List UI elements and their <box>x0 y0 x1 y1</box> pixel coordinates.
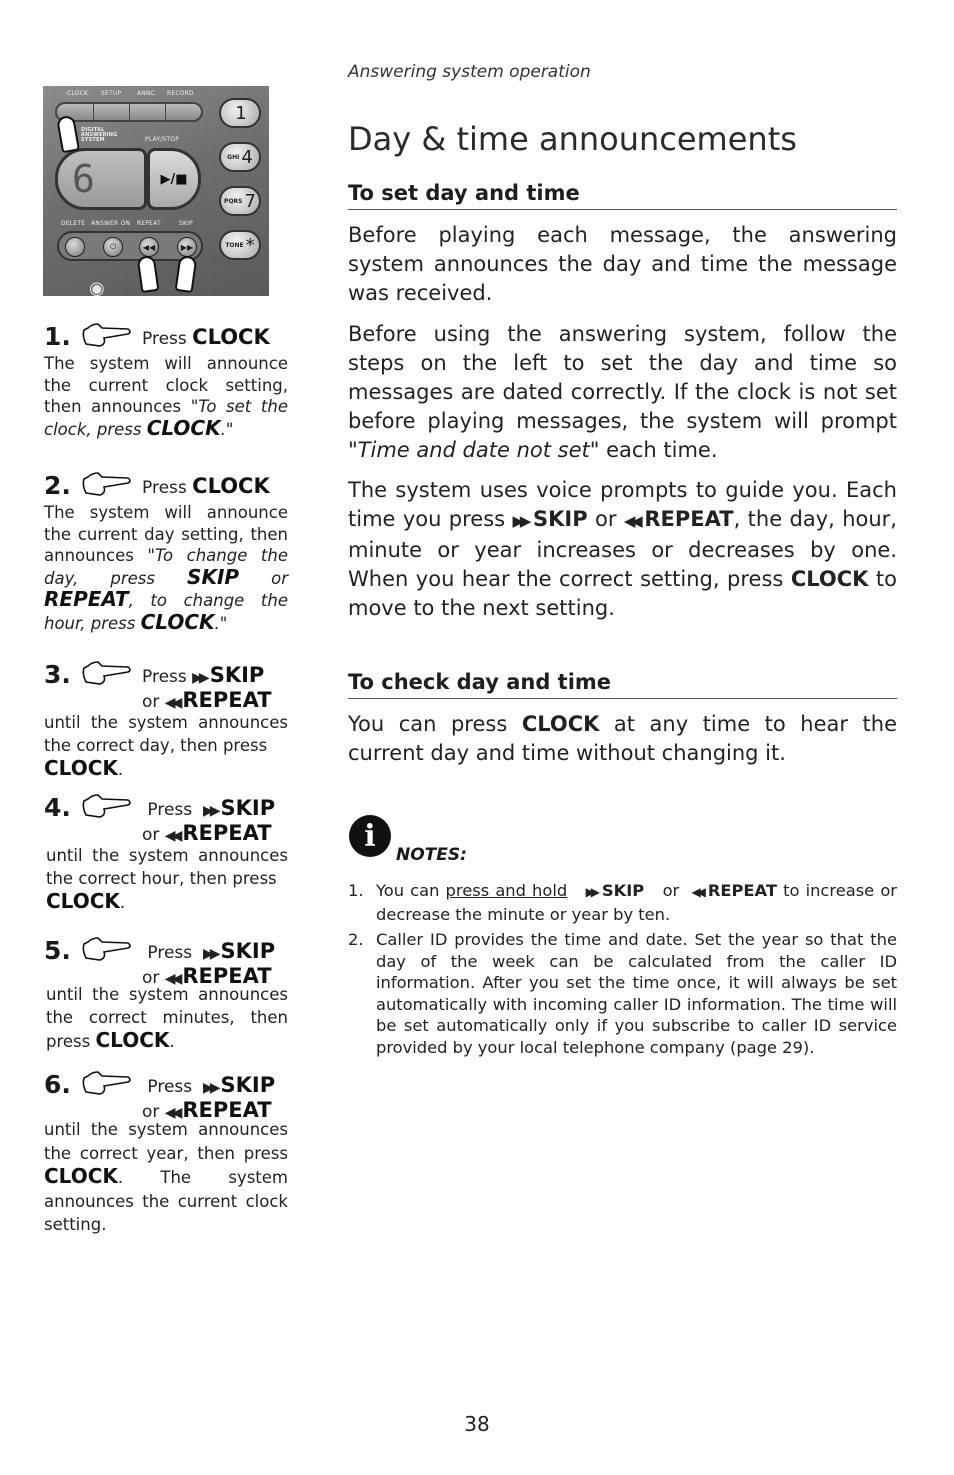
device-label-annc: ANNC. <box>137 90 158 97</box>
device-top-button-bar <box>55 102 203 122</box>
step-2 <box>44 471 288 641</box>
note-1: 1. You can press and hold ▶▶ SKIP or ◀◀ REPEAT to increase or decrease the minute or year by ten. <box>348 881 897 924</box>
repeat-key-label: REPEAT <box>182 964 272 988</box>
step-description: The system will announce the current clock setting, then announces "To set the clock, press CLOCK." <box>44 354 288 440</box>
step-number: 2. <box>44 471 71 500</box>
step-description: until the system announces the correct day, then press CLOCK. <box>44 713 288 780</box>
device-label-das: DIGITAL ANSWERING SYSTEM <box>81 127 118 143</box>
pointing-hand-icon <box>175 255 198 293</box>
step-instruction: Press ▶▶ SKIP or ◀◀ REPEAT <box>142 663 272 712</box>
device-label-playstop: PLAY/STOP <box>145 136 180 143</box>
skip-key-label: SKIP <box>220 939 276 963</box>
step-description: until the system announces the correct minutes, then press CLOCK. <box>46 985 288 1052</box>
page-number: 38 <box>464 1412 490 1436</box>
page-title: Day & time announcements <box>348 120 797 158</box>
repeat-icon: ◀◀ <box>164 1105 179 1121</box>
device-label-answer-on: ANSWER ON <box>91 220 131 227</box>
repeat-key-label: REPEAT <box>182 688 272 712</box>
key-4: GHI 4 <box>219 142 261 172</box>
pointing-finger-icon <box>80 471 134 499</box>
step-1 <box>44 322 288 442</box>
section-heading-check-day-time: To check day and time <box>348 670 897 699</box>
play-stop-button-illustration: ▶/■ <box>147 148 201 210</box>
repeat-icon: ◀◀ <box>691 885 702 899</box>
device-bottom-button-row <box>57 231 203 261</box>
step-number: 5. <box>44 936 71 965</box>
repeat-key-label: REPEAT <box>182 821 272 845</box>
skip-icon: ▶▶ <box>192 670 206 686</box>
device-label-record: RECORD <box>167 90 194 97</box>
step-number: 4. <box>44 793 71 822</box>
repeat-key-label: REPEAT <box>182 1098 272 1122</box>
info-icon: i <box>349 815 391 857</box>
answering-machine-illustration <box>43 86 269 296</box>
device-display <box>55 148 147 210</box>
clock-key-label: CLOCK <box>192 325 270 349</box>
step-5 <box>44 936 288 1066</box>
pointing-finger-icon <box>80 1070 134 1098</box>
step-3 <box>44 660 288 790</box>
step-4 <box>44 793 288 923</box>
device-label-delete: DELETE <box>61 220 86 227</box>
skip-icon: ▶▶ <box>202 1080 217 1096</box>
delete-button-icon <box>65 237 85 257</box>
step-description: until the system announces the correct hour, then press CLOCK. <box>46 846 288 913</box>
step-number: 6. <box>44 1070 71 1099</box>
skip-key-label: SKIP <box>209 663 265 687</box>
step-instruction: Press ▶▶ SKIP or ◀◀ REPEAT <box>142 796 276 845</box>
skip-icon: ▶▶ <box>585 885 596 899</box>
repeat-icon: ◀◀ <box>164 971 179 987</box>
pointing-finger-icon <box>80 793 134 821</box>
running-header: Answering system operation <box>348 62 591 82</box>
step-instruction: Press CLOCK <box>142 325 270 349</box>
step-number: 3. <box>44 660 71 689</box>
pointing-finger-icon <box>80 322 134 350</box>
section-heading-set-day-time: To set day and time <box>348 181 897 210</box>
display-digit: 6 <box>72 157 95 201</box>
step-description: until the system announces the correct year, then press CLOCK. The system announces the current clock setting. <box>44 1120 288 1234</box>
repeat-icon: ◀◀ <box>623 512 639 530</box>
pointing-finger-icon <box>80 936 134 964</box>
step-number: 1. <box>44 322 71 351</box>
key-7: PQRS 7 <box>219 186 261 216</box>
step-instruction: Press CLOCK <box>142 474 270 498</box>
pointing-finger-icon <box>80 660 134 688</box>
step-instruction: Press ▶▶ SKIP or ◀◀ REPEAT <box>142 1073 276 1122</box>
step-6 <box>44 1070 288 1240</box>
skip-icon: ▶▶ <box>202 946 217 962</box>
skip-key-label: SKIP <box>220 1073 276 1097</box>
device-label-repeat: REPEAT <box>137 220 161 227</box>
power-icon: ⏻ <box>103 237 123 257</box>
device-label-skip: SKIP <box>179 220 193 227</box>
step-instruction: Press ▶▶ SKIP or ◀◀ REPEAT <box>142 939 276 988</box>
repeat-icon: ◀◀ <box>139 237 159 257</box>
device-label-setup: SETUP <box>101 90 122 97</box>
repeat-icon: ◀◀ <box>164 828 179 844</box>
skip-key-label: SKIP <box>220 796 276 820</box>
paragraph-voice-prompts: The system uses voice prompts to guide you. Each time you press ▶▶ SKIP or ◀◀ REPEAT, the day, hour, minute or year increases or decreases by one. When you hear the correct setting, press CLOCK to move to the next setting. <box>348 478 897 620</box>
paragraph-check: You can press CLOCK at any time to hear the current day and time without changing it. <box>348 712 897 765</box>
step-description: The system will announce the current day setting, then announces "To change the day, press SKIP or REPEAT, to change the hour, press CLOCK." <box>44 503 289 634</box>
repeat-icon: ◀◀ <box>164 695 179 711</box>
key-1: 1 <box>219 98 261 128</box>
paragraph-intro: Before playing each message, the answering system announces the day and time the message was received. <box>348 223 897 305</box>
skip-icon: ▶▶ <box>202 803 217 819</box>
att-logo-icon: ◉ <box>89 278 105 296</box>
notes-label: NOTES: <box>396 845 467 865</box>
device-label-clock: CLOCK <box>67 90 89 97</box>
key-star: TONE * <box>219 230 261 260</box>
note-2: 2. Caller ID provides the time and date. Set the year so that the day of the week can be calculated from the caller ID information. After you set the time once, it will always be set automatically with incoming caller ID information. The time will be set automatically only if you subscribe to caller ID service provided by your local telephone company (page 29). <box>348 930 897 1057</box>
clock-key-label: CLOCK <box>192 474 270 498</box>
skip-icon: ▶▶ <box>512 512 528 530</box>
paragraph-before-using: Before using the answering system, follow the steps on the left to set the day and time so messages are dated correctly. If the clock is not set before playing messages, the system will prompt "Time and date not set" each time. <box>348 322 897 462</box>
skip-icon: ▶▶ <box>177 237 197 257</box>
